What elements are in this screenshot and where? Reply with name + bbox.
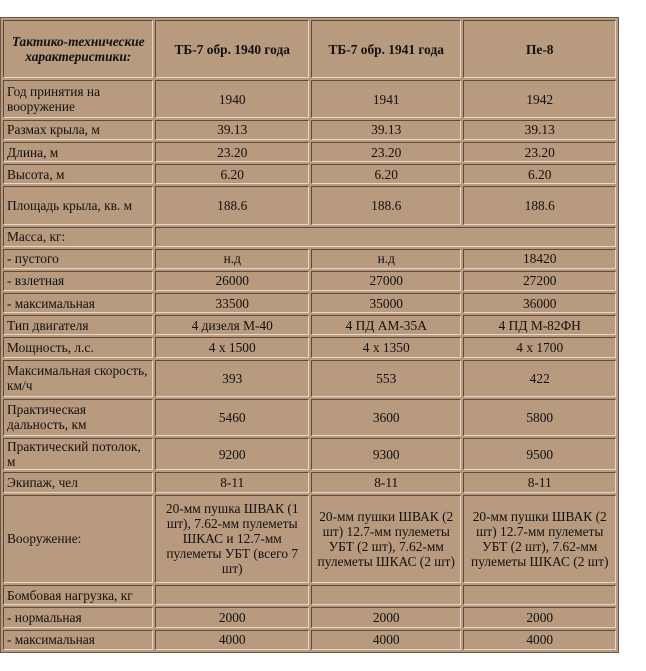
row-label: Экипаж, чел [3,472,153,492]
cell-value: 553 [311,360,461,397]
section-label-mass: Масса, кг: [3,227,153,247]
row-label: Длина, м [3,142,153,162]
cell-value: 9200 [155,438,309,470]
row-label: Площадь крыла, кв. м [3,186,153,224]
row-label: - пустого [3,249,153,269]
cell-value: 27200 [463,271,616,291]
cell-value: 188.6 [311,186,461,224]
cell-value: 9300 [311,438,461,470]
row-label: - максимальная [3,630,153,650]
table-row [3,271,616,291]
cell-value: 5800 [463,399,616,436]
cell-value: н.д [155,249,309,269]
cell-value: 36000 [463,293,616,313]
cell-value: 4000 [463,630,616,650]
table-row [3,630,616,650]
table-row [3,120,616,140]
row-label: Мощность, л.с. [3,337,153,357]
cell-value: 393 [155,360,309,397]
header-pe8: Пе-8 [463,20,616,78]
cell-value: 39.13 [311,120,461,140]
table-row-section [3,227,616,247]
cell-value: 4 дизеля М-40 [155,315,309,335]
empty-cell [155,227,616,247]
row-label: - максимальная [3,293,153,313]
cell-value: 8-11 [155,472,309,492]
row-label: Максимальная скорость, км/ч [3,360,153,397]
cell-armament: 20-мм пушки ШВАК (2 шт) 12.7-мм пулеметы УБТ (2 шт), 7.62-мм пулеметы ШКАС (2 шт) [463,495,616,584]
row-label: Высота, м [3,164,153,184]
header-characteristics: Тактико-технические характеристики: [3,20,153,78]
row-label: Вооружение: [3,495,153,584]
cell-value: 2000 [155,607,309,627]
table-row [3,293,616,313]
row-label: Год принятия на вооружение [3,80,153,117]
row-label: Тип двигателя [3,315,153,335]
empty-cell [311,585,461,605]
cell-value: 188.6 [155,186,309,224]
cell-value: 4 ПД АМ-35А [311,315,461,335]
cell-value: 4 x 1700 [463,337,616,357]
empty-cell [463,585,616,605]
table-row [3,186,616,224]
cell-value: 1940 [155,80,309,117]
cell-value: 6.20 [155,164,309,184]
table-row [3,249,616,269]
cell-value: 3600 [311,399,461,436]
header-tb7-1940: ТБ-7 обр. 1940 года [155,20,309,78]
table-row [3,80,616,117]
table-row [3,399,616,436]
cell-value: 8-11 [463,472,616,492]
cell-armament: 20-мм пушки ШВАК (2 шт) 12.7-мм пулеметы УБТ (2 шт), 7.62-мм пулеметы ШКАС (2 шт) [311,495,461,584]
cell-value: 23.20 [463,142,616,162]
cell-value: 1941 [311,80,461,117]
row-label: - взлетная [3,271,153,291]
row-label: Размах крыла, м [3,120,153,140]
cell-value: 9500 [463,438,616,470]
cell-value: 6.20 [463,164,616,184]
cell-value: 4 ПД М-82ФН [463,315,616,335]
table-row [3,142,616,162]
table-row-armament [3,495,616,584]
cell-value: 8-11 [311,472,461,492]
cell-value: 39.13 [155,120,309,140]
cell-value: 4 x 1350 [311,337,461,357]
cell-value: 4 x 1500 [155,337,309,357]
table-header-row [3,20,616,78]
cell-value: 5460 [155,399,309,436]
table-row [3,164,616,184]
cell-value: 23.20 [155,142,309,162]
table-row [3,472,616,492]
cell-value: 2000 [463,607,616,627]
cell-value: 33500 [155,293,309,313]
table-row [3,438,616,470]
cell-value: 6.20 [311,164,461,184]
table-row [3,315,616,335]
cell-value: 26000 [155,271,309,291]
cell-value: 422 [463,360,616,397]
table-row [3,607,616,627]
row-label: Практический потолок, м [3,438,153,470]
cell-value: 4000 [311,630,461,650]
cell-value: 1942 [463,80,616,117]
section-label-bombs: Бомбовая нагрузка, кг [3,585,153,605]
cell-value: 2000 [311,607,461,627]
empty-cell [155,585,309,605]
cell-value: 35000 [311,293,461,313]
cell-value: 39.13 [463,120,616,140]
cell-value: 18420 [463,249,616,269]
row-label: Практическая дальность, км [3,399,153,436]
table-row [3,360,616,397]
cell-armament: 20-мм пушка ШВАК (1 шт), 7.62-мм пулеметы ШКАС и 12.7-мм пулеметы УБТ (всего 7 шт) [155,495,309,584]
table-row [3,337,616,357]
row-label: - нормальная [3,607,153,627]
table-row-section [3,585,616,605]
cell-value: 23.20 [311,142,461,162]
cell-value: 4000 [155,630,309,650]
specifications-table [0,17,619,653]
header-tb7-1941: ТБ-7 обр. 1941 года [311,20,461,78]
cell-value: н.д [311,249,461,269]
cell-value: 188.6 [463,186,616,224]
cell-value: 27000 [311,271,461,291]
